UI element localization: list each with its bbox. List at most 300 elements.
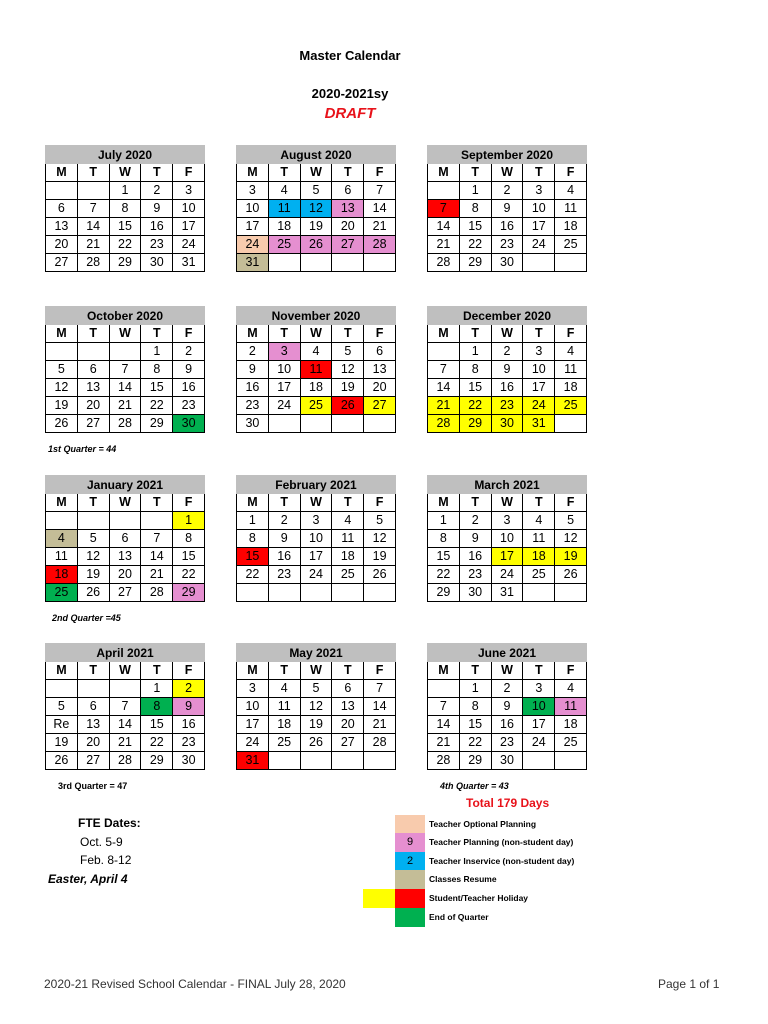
day-cell: 22: [459, 236, 491, 254]
month-calendar: [45, 643, 205, 770]
day-cell: 2: [491, 182, 523, 200]
day-cell: 20: [77, 734, 109, 752]
easter-note: Easter, April 4: [48, 872, 128, 886]
day-cell: 29: [141, 752, 173, 770]
day-cell: 20: [77, 397, 109, 415]
day-cell: 23: [459, 566, 491, 584]
day-cell: 12: [300, 200, 332, 218]
weekday-header: T: [141, 494, 173, 512]
day-cell: 31: [173, 254, 205, 272]
day-cell: [46, 512, 78, 530]
day-cell: 4: [523, 512, 555, 530]
day-cell: 5: [332, 343, 364, 361]
day-cell: 7: [428, 361, 460, 379]
weekday-header: T: [141, 325, 173, 343]
weekday-header: T: [268, 325, 300, 343]
day-cell: 25: [268, 236, 300, 254]
day-cell: 2: [237, 343, 269, 361]
day-cell: [555, 415, 587, 433]
day-cell: 8: [459, 361, 491, 379]
day-cell: [364, 254, 396, 272]
weekday-header: W: [300, 662, 332, 680]
day-cell: 14: [109, 716, 141, 734]
day-cell: 2: [459, 512, 491, 530]
day-cell: 14: [428, 379, 460, 397]
day-cell: 15: [459, 716, 491, 734]
day-cell: [268, 584, 300, 602]
legend-item: [363, 908, 583, 927]
legend-item: [363, 833, 583, 852]
day-cell: 20: [46, 236, 78, 254]
day-cell: 7: [109, 698, 141, 716]
day-cell: 22: [428, 566, 460, 584]
day-cell: 28: [428, 254, 460, 272]
day-cell: 7: [428, 698, 460, 716]
day-cell: 30: [491, 254, 523, 272]
day-cell: 5: [300, 680, 332, 698]
day-cell: 28: [109, 752, 141, 770]
day-cell: 10: [268, 361, 300, 379]
day-cell: 10: [523, 698, 555, 716]
day-cell: 26: [364, 566, 396, 584]
day-cell: 19: [332, 379, 364, 397]
day-cell: 19: [46, 734, 78, 752]
day-cell: 5: [555, 512, 587, 530]
school-year: 2020-2021sy: [311, 86, 389, 101]
day-cell: 28: [428, 415, 460, 433]
day-cell: 3: [173, 182, 205, 200]
day-cell: 17: [268, 379, 300, 397]
day-cell: 3: [300, 512, 332, 530]
day-cell: 28: [364, 734, 396, 752]
day-cell: 3: [523, 343, 555, 361]
day-cell: 29: [109, 254, 141, 272]
month-calendar: [236, 306, 396, 433]
day-cell: 21: [364, 218, 396, 236]
day-cell: 21: [428, 397, 460, 415]
legend-item: [363, 852, 583, 871]
day-cell: 15: [459, 218, 491, 236]
weekday-header: M: [237, 164, 269, 182]
day-cell: 27: [364, 397, 396, 415]
day-cell: 2: [173, 343, 205, 361]
day-cell: 25: [46, 584, 78, 602]
day-cell: 12: [555, 530, 587, 548]
weekday-header: W: [300, 325, 332, 343]
day-cell: 1: [428, 512, 460, 530]
day-cell: 3: [237, 182, 269, 200]
day-cell: 22: [237, 566, 269, 584]
weekday-header: F: [173, 494, 205, 512]
day-cell: [428, 343, 460, 361]
day-cell: 1: [459, 182, 491, 200]
day-cell: [332, 254, 364, 272]
day-cell: 23: [173, 397, 205, 415]
day-cell: 3: [523, 680, 555, 698]
day-cell: 5: [364, 512, 396, 530]
day-cell: 19: [364, 548, 396, 566]
day-cell: 22: [459, 397, 491, 415]
day-cell: 22: [141, 734, 173, 752]
day-cell: 22: [109, 236, 141, 254]
day-cell: 2: [141, 182, 173, 200]
day-cell: 9: [173, 361, 205, 379]
weekday-header: T: [77, 494, 109, 512]
weekday-header: T: [332, 164, 364, 182]
day-cell: 13: [364, 361, 396, 379]
day-cell: 22: [173, 566, 205, 584]
day-cell: 24: [491, 566, 523, 584]
day-cell: 12: [332, 361, 364, 379]
day-cell: [555, 752, 587, 770]
day-cell: 4: [555, 680, 587, 698]
weekday-header: M: [428, 164, 460, 182]
day-cell: 13: [332, 200, 364, 218]
day-cell: 7: [141, 530, 173, 548]
day-cell: 18: [46, 566, 78, 584]
day-cell: 2: [491, 343, 523, 361]
weekday-header: T: [459, 164, 491, 182]
month-calendar: [427, 145, 587, 272]
day-cell: 15: [173, 548, 205, 566]
day-cell: 15: [109, 218, 141, 236]
weekday-header: W: [491, 662, 523, 680]
month-calendar: [427, 475, 587, 602]
day-cell: [428, 680, 460, 698]
weekday-header: T: [332, 662, 364, 680]
day-cell: 5: [46, 698, 78, 716]
weekday-header: T: [523, 164, 555, 182]
month-name: April 2021: [46, 644, 205, 662]
day-cell: 20: [332, 218, 364, 236]
day-cell: [268, 254, 300, 272]
day-cell: [77, 680, 109, 698]
day-cell: [300, 752, 332, 770]
day-cell: 19: [300, 218, 332, 236]
day-cell: [428, 182, 460, 200]
weekday-header: F: [364, 494, 396, 512]
day-cell: [46, 680, 78, 698]
weekday-header: W: [491, 164, 523, 182]
weekday-header: W: [109, 164, 141, 182]
day-cell: 25: [555, 734, 587, 752]
day-cell: 4: [46, 530, 78, 548]
day-cell: 10: [523, 200, 555, 218]
legend-label: Teacher Optional Planning: [429, 819, 537, 829]
day-cell: [46, 182, 78, 200]
weekday-header: M: [237, 494, 269, 512]
day-cell: 26: [332, 397, 364, 415]
day-cell: 16: [173, 716, 205, 734]
legend-swatch: [395, 870, 425, 889]
legend-label: End of Quarter: [429, 912, 489, 922]
weekday-header: M: [428, 325, 460, 343]
day-cell: 25: [300, 397, 332, 415]
day-cell: [109, 343, 141, 361]
day-cell: 13: [332, 698, 364, 716]
day-cell: 30: [173, 752, 205, 770]
day-cell: 8: [459, 698, 491, 716]
weekday-header: M: [428, 662, 460, 680]
day-cell: 10: [523, 361, 555, 379]
day-cell: [555, 254, 587, 272]
weekday-header: T: [523, 325, 555, 343]
day-cell: 16: [173, 379, 205, 397]
legend-label: Teacher Inservice (non-student day): [429, 856, 575, 866]
day-cell: 16: [491, 218, 523, 236]
day-cell: 19: [300, 716, 332, 734]
day-cell: 10: [237, 200, 269, 218]
weekday-header: W: [109, 325, 141, 343]
day-cell: 18: [523, 548, 555, 566]
day-cell: 25: [523, 566, 555, 584]
day-cell: [77, 512, 109, 530]
day-cell: 18: [268, 716, 300, 734]
day-cell: 14: [428, 218, 460, 236]
day-cell: 17: [491, 548, 523, 566]
day-cell: 3: [523, 182, 555, 200]
fte-date-1: Oct. 5-9: [80, 835, 123, 849]
month-name: September 2020: [428, 146, 587, 164]
day-cell: 16: [459, 548, 491, 566]
weekday-header: F: [364, 662, 396, 680]
day-cell: 18: [555, 218, 587, 236]
month-calendar: [236, 475, 396, 602]
day-cell: 9: [237, 361, 269, 379]
day-cell: 15: [459, 379, 491, 397]
weekday-header: F: [555, 325, 587, 343]
day-cell: 30: [173, 415, 205, 433]
legend-item: [363, 870, 583, 889]
legend-label: Classes Resume: [429, 874, 497, 884]
day-cell: 9: [459, 530, 491, 548]
month-name: February 2021: [237, 476, 396, 494]
day-cell: 11: [268, 698, 300, 716]
day-cell: 10: [237, 698, 269, 716]
day-cell: 30: [491, 415, 523, 433]
day-cell: 17: [523, 379, 555, 397]
quarter-2-note: 2nd Quarter =45: [52, 613, 121, 623]
day-cell: [77, 182, 109, 200]
footer-left: 2020-21 Revised School Calendar - FINAL July 28, 2020: [44, 977, 346, 991]
day-cell: 22: [459, 734, 491, 752]
day-cell: 29: [428, 584, 460, 602]
legend-swatch: [395, 908, 425, 927]
day-cell: 24: [268, 397, 300, 415]
day-cell: 6: [332, 680, 364, 698]
day-cell: 13: [77, 379, 109, 397]
day-cell: 6: [332, 182, 364, 200]
day-cell: 22: [141, 397, 173, 415]
day-cell: 10: [491, 530, 523, 548]
weekday-header: F: [555, 494, 587, 512]
weekday-header: W: [300, 164, 332, 182]
day-cell: 10: [300, 530, 332, 548]
month-name: November 2020: [237, 307, 396, 325]
day-cell: [332, 752, 364, 770]
month-name: October 2020: [46, 307, 205, 325]
legend-item: [363, 815, 583, 834]
day-cell: 18: [555, 716, 587, 734]
day-cell: 23: [491, 734, 523, 752]
day-cell: 9: [491, 698, 523, 716]
day-cell: 28: [141, 584, 173, 602]
day-cell: 2: [173, 680, 205, 698]
day-cell: 31: [237, 254, 269, 272]
weekday-header: T: [332, 494, 364, 512]
weekday-header: F: [555, 662, 587, 680]
month-name: January 2021: [46, 476, 205, 494]
day-cell: [332, 415, 364, 433]
day-cell: 27: [109, 584, 141, 602]
day-cell: 21: [364, 716, 396, 734]
day-cell: 13: [109, 548, 141, 566]
day-cell: 27: [46, 254, 78, 272]
day-cell: 21: [141, 566, 173, 584]
day-cell: 28: [77, 254, 109, 272]
day-cell: 23: [491, 397, 523, 415]
month-name: June 2021: [428, 644, 587, 662]
day-cell: 17: [523, 218, 555, 236]
day-cell: 21: [428, 734, 460, 752]
day-cell: 1: [141, 680, 173, 698]
day-cell: [364, 584, 396, 602]
legend-swatch: 9: [395, 833, 425, 852]
fte-date-2: Feb. 8-12: [80, 853, 132, 867]
day-cell: 29: [459, 752, 491, 770]
day-cell: 29: [459, 254, 491, 272]
day-cell: 29: [141, 415, 173, 433]
day-cell: 9: [173, 698, 205, 716]
day-cell: 26: [77, 584, 109, 602]
weekday-header: F: [173, 325, 205, 343]
day-cell: 2: [491, 680, 523, 698]
day-cell: 7: [77, 200, 109, 218]
legend-label: Teacher Planning (non-student day): [429, 837, 574, 847]
day-cell: 20: [332, 716, 364, 734]
day-cell: 26: [300, 734, 332, 752]
day-cell: 30: [459, 584, 491, 602]
month-calendar: [45, 145, 205, 272]
weekday-header: M: [46, 164, 78, 182]
day-cell: 23: [491, 236, 523, 254]
month-name: December 2020: [428, 307, 587, 325]
day-cell: 17: [300, 548, 332, 566]
day-cell: 15: [428, 548, 460, 566]
quarter-4-note: 4th Quarter = 43: [440, 781, 509, 791]
day-cell: 25: [332, 566, 364, 584]
weekday-header: W: [109, 662, 141, 680]
month-calendar: [236, 643, 396, 770]
day-cell: 1: [109, 182, 141, 200]
day-cell: 7: [109, 361, 141, 379]
weekday-header: M: [428, 494, 460, 512]
weekday-header: W: [109, 494, 141, 512]
day-cell: 6: [77, 361, 109, 379]
day-cell: 28: [364, 236, 396, 254]
weekday-header: F: [364, 164, 396, 182]
day-cell: 27: [77, 752, 109, 770]
day-cell: 24: [523, 236, 555, 254]
day-cell: 14: [364, 698, 396, 716]
day-cell: 16: [237, 379, 269, 397]
day-cell: 8: [459, 200, 491, 218]
day-cell: 1: [237, 512, 269, 530]
day-cell: 24: [237, 236, 269, 254]
day-cell: 26: [300, 236, 332, 254]
weekday-header: T: [459, 662, 491, 680]
day-cell: 23: [141, 236, 173, 254]
day-cell: 30: [237, 415, 269, 433]
day-cell: [523, 752, 555, 770]
day-cell: 12: [300, 698, 332, 716]
day-cell: 24: [173, 236, 205, 254]
day-cell: [109, 512, 141, 530]
day-cell: 14: [77, 218, 109, 236]
weekday-header: W: [491, 325, 523, 343]
day-cell: 2: [268, 512, 300, 530]
day-cell: 25: [268, 734, 300, 752]
weekday-header: T: [268, 662, 300, 680]
day-cell: [268, 415, 300, 433]
day-cell: 14: [109, 379, 141, 397]
day-cell: 5: [300, 182, 332, 200]
day-cell: [555, 584, 587, 602]
month-calendar: [236, 145, 396, 272]
month-calendar: [45, 475, 205, 602]
fte-heading: FTE Dates:: [78, 816, 141, 830]
day-cell: 20: [364, 379, 396, 397]
day-cell: 16: [491, 379, 523, 397]
day-cell: [364, 752, 396, 770]
day-cell: [300, 254, 332, 272]
quarter-3-note: 3rd Quarter = 47: [58, 781, 128, 791]
month-calendar: [427, 306, 587, 433]
day-cell: 11: [555, 200, 587, 218]
day-cell: 20: [109, 566, 141, 584]
legend-label: Student/Teacher Holiday: [429, 893, 529, 903]
day-cell: 3: [237, 680, 269, 698]
day-cell: 27: [332, 734, 364, 752]
day-cell: 10: [173, 200, 205, 218]
weekday-header: T: [523, 494, 555, 512]
day-cell: 1: [173, 512, 205, 530]
day-cell: 31: [491, 584, 523, 602]
legend-swatch: 2: [395, 852, 425, 871]
day-cell: 23: [237, 397, 269, 415]
day-cell: 11: [300, 361, 332, 379]
month-calendar: [45, 306, 205, 433]
day-cell: 21: [109, 734, 141, 752]
day-cell: 29: [173, 584, 205, 602]
day-cell: 5: [46, 361, 78, 379]
day-cell: 12: [46, 379, 78, 397]
weekday-header: F: [173, 662, 205, 680]
month-name: May 2021: [237, 644, 396, 662]
day-cell: 23: [173, 734, 205, 752]
day-cell: 9: [491, 200, 523, 218]
day-cell: 11: [523, 530, 555, 548]
weekday-header: F: [173, 164, 205, 182]
day-cell: 3: [491, 512, 523, 530]
day-cell: 1: [459, 680, 491, 698]
day-cell: 6: [109, 530, 141, 548]
day-cell: 24: [523, 397, 555, 415]
day-cell: 3: [268, 343, 300, 361]
day-cell: 12: [364, 530, 396, 548]
draft-label: DRAFT: [324, 105, 376, 122]
day-cell: 4: [268, 182, 300, 200]
